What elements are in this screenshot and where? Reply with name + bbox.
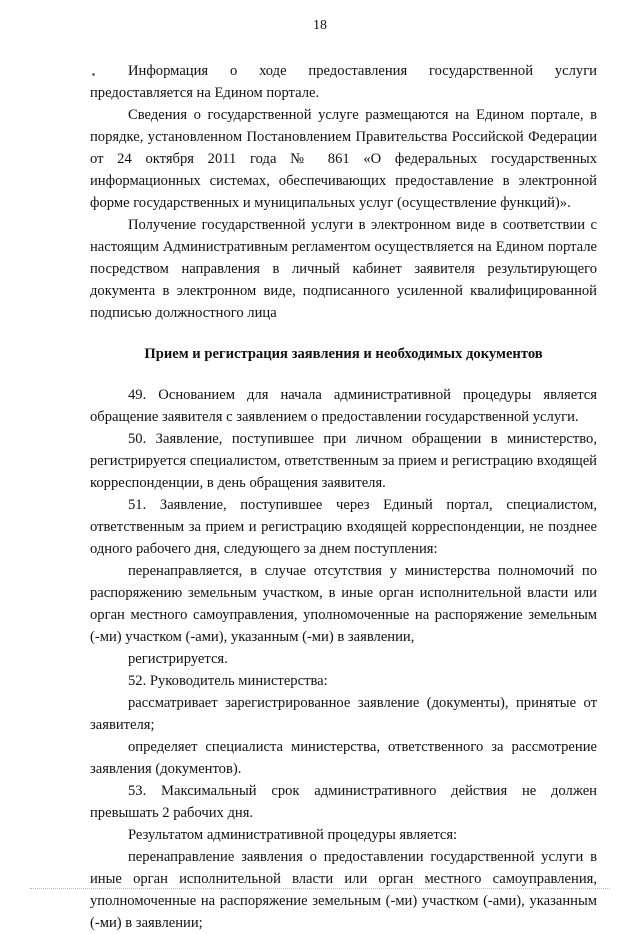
paragraph-53: 53. Максимальный срок административного действия не должен превышать 2 рабочих дня. xyxy=(90,783,597,821)
paragraph-51-redirect: перенаправляется, в случае отсутствия у министерства полномочий по распоряжению земельным участком, в иные орган исполнительной власти или орган местного самоуправления, уполномоченные на распоряжение земельным (-ми) участком (-ами), указанным (-ми) в заявлении, xyxy=(90,563,597,645)
paragraph-51-register: регистрируется. xyxy=(128,651,228,667)
paragraph-result-redirect: перенаправление заявления о предоставлении государственной услуги в иные орган исполнительной власти или орган местного самоуправления, уполномоченные на распоряжение земельным (-ми) участком (-ами), указанным (-ми) в заявлении; xyxy=(90,849,597,931)
paragraph-50: 50. Заявление, поступившее при личном обращении в министерство, регистрируется специалистом, ответственным за прием и регистрацию входящей корреспонденции, в день обращения заявителя. xyxy=(90,431,597,491)
document-body xyxy=(90,60,597,934)
paragraph-52: 52. Руководитель министерства: xyxy=(128,673,328,689)
paragraph-info-placement: Сведения о государственной услуге размещаются на Едином портале, в порядке, установленном Постановлением Правительства Российской Федерации от 24 октября 2011 года № 861 «О федеральных государственных информационных системах, обеспечивающих предоставление в электронной форме государственных и муниципальных услуг (осуществление функций)». xyxy=(90,107,597,211)
scan-artifact-line xyxy=(30,888,610,890)
page-number: 18 xyxy=(313,18,327,33)
paragraph-result-intro: Результатом административной процедуры является: xyxy=(128,827,458,843)
paragraph-52-review: рассматривает зарегистрированное заявление (документы), принятые от заявителя; xyxy=(90,695,597,733)
paragraph-52-assign: определяет специалиста министерства, ответственного за рассмотрение заявления (документов). xyxy=(90,739,597,777)
paragraph-49: 49. Основанием для начала административной процедуры является обращение заявителя с заявлением о предоставлении государственной услуги. xyxy=(90,387,597,425)
paragraph-51: 51. Заявление, поступившее через Единый портал, специалистом, ответственным за прием и регистрацию входящей корреспонденции, не позднее одного рабочего дня, следующего за днем поступления: xyxy=(90,497,597,557)
paragraph-electronic-result: Получение государственной услуги в электронном виде в соответствии с настоящим Административным регламентом осуществляется на Едином портале посредством направления в личный кабинет заявителя результирующего документа в электронном виде, подписанного усиленной квалифицированной подписью должностного лица xyxy=(90,217,597,321)
paragraph-info-progress: Информация о ходе предоставления государственной услуги предоставляется на Едином портале. xyxy=(90,63,597,101)
section-heading: Прием и регистрация заявления и необходимых документов xyxy=(144,346,543,362)
